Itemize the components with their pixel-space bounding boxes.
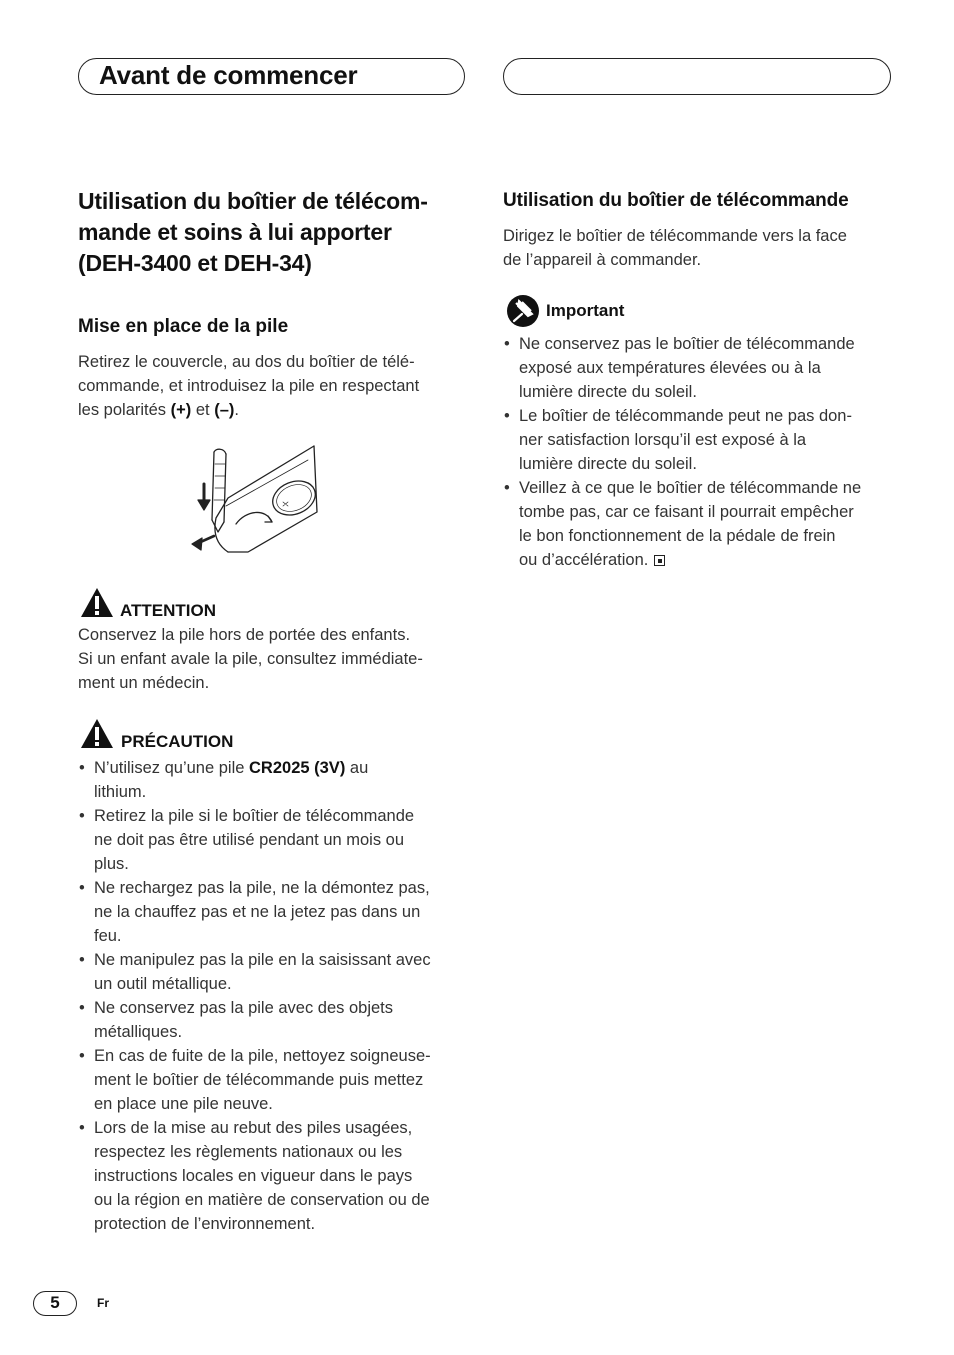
list-item-line: instructions locales en vigueur dans le pays <box>94 1167 413 1185</box>
attention-header <box>78 587 470 623</box>
list-item <box>503 476 903 572</box>
battery-instructions-line-3 <box>78 398 468 422</box>
list-item <box>78 948 470 996</box>
list-item-line: ou la région en matière de conservation ou de <box>94 1191 430 1209</box>
list-item-line: lithium. <box>94 783 147 801</box>
list-item <box>78 996 470 1044</box>
list-item <box>503 404 903 476</box>
warning-icon <box>80 587 114 618</box>
important-title: Important <box>546 301 625 320</box>
section-header-bar-right <box>503 58 891 95</box>
precaution-block <box>78 718 470 1236</box>
bullet-text: ou d’accélération. <box>519 551 649 569</box>
list-item-line <box>519 548 903 572</box>
bullet-text: N’utilisez qu’une pile <box>94 759 250 777</box>
intro-line: de l’appareil à commander. <box>503 251 702 269</box>
list-item-line <box>94 756 470 780</box>
battery-text-prefix: les polarités <box>78 401 171 419</box>
battery-text-joiner: et <box>191 401 215 419</box>
attention-title: ATTENTION <box>120 601 217 620</box>
battery-instructions-line-1: Retirez le couvercle, au dos du boîtier de télé- <box>78 353 415 371</box>
list-item-line: • Ne manipulez pas la pile en la saisissant avec <box>94 951 431 969</box>
list-item-line: en place une pile neuve. <box>94 1095 273 1113</box>
list-item <box>78 1116 470 1236</box>
list-item <box>78 1044 470 1116</box>
page-title <box>78 186 468 279</box>
remote-usage-intro <box>503 224 903 272</box>
list-item-line: • Retirez la pile si le boîtier de télécommande <box>94 807 415 825</box>
battery-model: CR2025 (3V) <box>249 759 346 777</box>
page-title-line-3: (DEH-3400 et DEH-34) <box>78 250 312 276</box>
warning-icon <box>80 718 114 749</box>
attention-block <box>78 587 470 695</box>
list-item-line: exposé aux températures élevées ou à la <box>519 359 821 377</box>
list-item-line: ne la chauffez pas et ne la jetez pas dans un <box>94 903 421 921</box>
battery-installation-illustration <box>186 440 322 558</box>
left-column <box>78 186 468 422</box>
list-item <box>78 756 470 804</box>
list-item-line: un outil métallique. <box>94 975 232 993</box>
end-of-section-icon <box>654 555 665 566</box>
list-item-line: protection de l’environnement. <box>94 1215 316 1233</box>
attention-line: Si un enfant avale la pile, consultez immédiate- <box>78 650 423 668</box>
section-title: Avant de commencer <box>99 60 358 90</box>
polarity-minus: (–) <box>214 401 235 419</box>
battery-heading: Mise en place de la pile <box>78 316 289 337</box>
important-pin-icon <box>506 294 540 328</box>
list-item <box>503 332 903 404</box>
page-number: 5 <box>33 1291 77 1316</box>
list-item-line: tombe pas, car ce faisant il pourrait empêcher <box>519 503 854 521</box>
list-item-line: métalliques. <box>94 1023 183 1041</box>
battery-text-end: . <box>234 401 239 419</box>
list-item-line: feu. <box>94 927 122 945</box>
attention-line: Conservez la pile hors de portée des enfants. <box>78 626 411 644</box>
section-header-bar <box>78 58 465 95</box>
list-item <box>78 804 470 876</box>
list-item-line: plus. <box>94 855 129 873</box>
intro-line: Dirigez le boîtier de télécommande vers la face <box>503 227 847 245</box>
list-item-line: • Lors de la mise au rebut des piles usagées, <box>94 1119 413 1137</box>
bullet-text: au <box>345 759 369 777</box>
page-title-line-1: Utilisation du boîtier de télécom- <box>78 188 428 214</box>
page-title-line-2: mande et soins à lui apporter <box>78 219 392 245</box>
list-item-line: • Ne rechargez pas la pile, ne la démontez pas, <box>94 879 430 897</box>
list-item-line: ne doit pas être utilisé pendant un mois ou <box>94 831 405 849</box>
precaution-list <box>78 756 470 1236</box>
polarity-plus: (+) <box>170 401 192 419</box>
list-item-line: • Le boîtier de télécommande peut ne pas don- <box>519 407 852 425</box>
precaution-header <box>78 718 470 756</box>
language-code: Fr <box>97 1296 109 1310</box>
list-item-line: lumière directe du soleil. <box>519 455 697 473</box>
list-item-line: respectez les règlements nationaux ou les <box>94 1143 403 1161</box>
remote-usage-heading: Utilisation du boîtier de télécommande <box>503 190 849 211</box>
list-item-line: • Veillez à ce que le boîtier de télécommande ne <box>519 479 862 497</box>
battery-instructions-line-2: commande, et introduisez la pile en respectant <box>78 377 420 395</box>
important-header <box>503 294 903 332</box>
list-item-line: ner satisfaction lorsqu’il est exposé à la <box>519 431 807 449</box>
battery-instructions <box>78 350 468 422</box>
attention-text <box>78 623 470 695</box>
attention-line: ment un médecin. <box>78 674 210 692</box>
precaution-title: PRÉCAUTION <box>121 732 234 751</box>
list-item <box>78 876 470 948</box>
list-item-line: lumière directe du soleil. <box>519 383 697 401</box>
list-item-line: • Ne conservez pas le boîtier de télécommande <box>519 335 855 353</box>
list-item-line: le bon fonctionnement de la pédale de frein <box>519 527 836 545</box>
list-item-line: • Ne conservez pas la pile avec des objets <box>94 999 393 1017</box>
right-column <box>503 190 903 272</box>
list-item-line: • En cas de fuite de la pile, nettoyez soigneuse- <box>94 1047 431 1065</box>
important-list <box>503 332 903 572</box>
list-item-line: ment le boîtier de télécommande puis mettez <box>94 1071 424 1089</box>
important-block <box>503 294 903 572</box>
